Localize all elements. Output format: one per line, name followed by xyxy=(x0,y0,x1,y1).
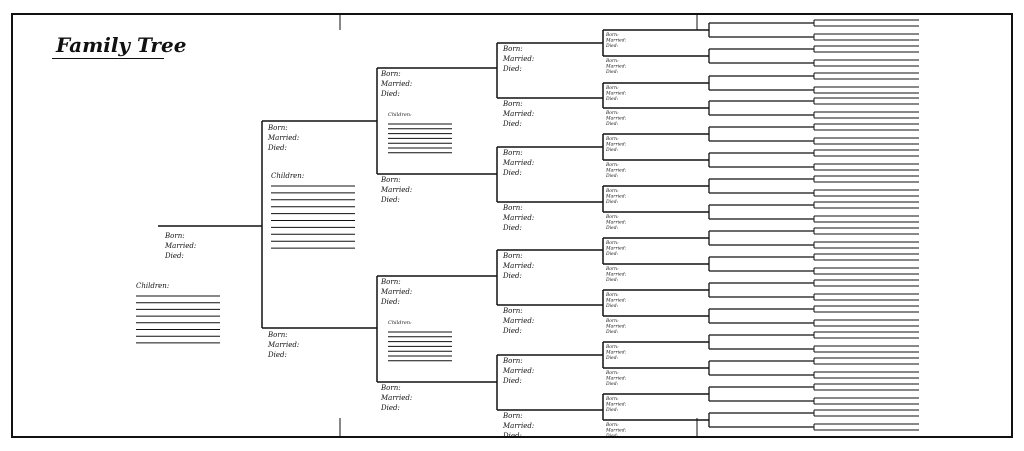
married-label: Married: xyxy=(268,134,300,142)
died-label: Died: xyxy=(268,351,287,359)
married-label: Married: xyxy=(381,186,413,194)
died-label: Died: xyxy=(606,304,619,309)
married-label: Married: xyxy=(606,272,627,278)
born-label: Born: xyxy=(503,45,523,53)
born-label: Born: xyxy=(503,252,523,260)
born-label: Born: xyxy=(381,278,401,286)
died-label: Died: xyxy=(381,196,400,204)
married-label: Married: xyxy=(503,214,535,222)
married-label: Married: xyxy=(606,298,627,304)
died-label: Died: xyxy=(606,174,619,179)
children-label: Children: xyxy=(388,320,412,326)
married-label: Married: xyxy=(381,80,413,88)
married-label: Married: xyxy=(606,428,627,434)
died-label: Died: xyxy=(381,90,400,98)
died-label: Died: xyxy=(606,97,619,102)
died-label: Died: xyxy=(606,356,619,361)
died-label: Died: xyxy=(503,432,522,440)
born-label: Born: xyxy=(606,319,619,324)
born-label: Born: xyxy=(503,307,523,315)
married-label: Married: xyxy=(503,55,535,63)
born-label: Born: xyxy=(503,149,523,157)
born-label: Born: xyxy=(503,357,523,365)
born-label: Born: xyxy=(606,111,619,116)
married-label: Married: xyxy=(606,194,627,200)
born-label: Born: xyxy=(503,204,523,212)
married-label: Married: xyxy=(503,262,535,270)
died-label: Died: xyxy=(381,404,400,412)
died-label: Died: xyxy=(606,252,619,257)
died-label: Died: xyxy=(268,144,287,152)
died-label: Died: xyxy=(503,327,522,335)
died-label: Died: xyxy=(606,408,619,413)
married-label: Married: xyxy=(606,246,627,252)
born-label: Born: xyxy=(606,241,619,246)
born-label: Born: xyxy=(606,33,619,38)
born-label: Born: xyxy=(606,86,619,91)
married-label: Married: xyxy=(503,110,535,118)
born-label: Born: xyxy=(606,267,619,272)
married-label: Married: xyxy=(606,220,627,226)
born-label: Born: xyxy=(503,412,523,420)
died-label: Died: xyxy=(503,224,522,232)
children-label: Children: xyxy=(271,172,305,180)
born-label: Born: xyxy=(268,331,288,339)
died-label: Died: xyxy=(381,298,400,306)
children-label: Children: xyxy=(136,282,170,290)
married-label: Married: xyxy=(606,402,627,408)
born-label: Born: xyxy=(503,100,523,108)
born-label: Born: xyxy=(165,232,185,240)
died-label: Died: xyxy=(606,44,619,49)
born-label: Born: xyxy=(606,189,619,194)
born-label: Born: xyxy=(606,163,619,168)
died-label: Died: xyxy=(606,278,619,283)
died-label: Died: xyxy=(165,252,184,260)
born-label: Born: xyxy=(606,137,619,142)
born-label: Born: xyxy=(606,215,619,220)
married-label: Married: xyxy=(381,394,413,402)
born-label: Born: xyxy=(606,293,619,298)
married-label: Married: xyxy=(606,116,627,122)
married-label: Married: xyxy=(606,142,627,148)
born-label: Born: xyxy=(268,124,288,132)
born-label: Born: xyxy=(606,345,619,350)
died-label: Died: xyxy=(606,382,619,387)
married-label: Married: xyxy=(381,288,413,296)
married-label: Married: xyxy=(606,324,627,330)
died-label: Died: xyxy=(606,148,619,153)
married-label: Married: xyxy=(606,350,627,356)
died-label: Died: xyxy=(503,65,522,73)
died-label: Died: xyxy=(503,169,522,177)
married-label: Married: xyxy=(606,91,627,97)
born-label: Born: xyxy=(381,384,401,392)
died-label: Died: xyxy=(503,377,522,385)
married-label: Married: xyxy=(503,317,535,325)
died-label: Died: xyxy=(606,200,619,205)
died-label: Died: xyxy=(606,330,619,335)
married-label: Married: xyxy=(503,422,535,430)
born-label: Born: xyxy=(606,371,619,376)
died-label: Died: xyxy=(606,122,619,127)
died-label: Died: xyxy=(503,272,522,280)
married-label: Married: xyxy=(165,242,197,250)
born-label: Born: xyxy=(606,423,619,428)
died-label: Died: xyxy=(606,226,619,231)
born-label: Born: xyxy=(381,70,401,78)
married-label: Married: xyxy=(606,168,627,174)
born-label: Born: xyxy=(606,59,619,64)
died-label: Died: xyxy=(606,434,619,439)
died-label: Died: xyxy=(503,120,522,128)
married-label: Married: xyxy=(606,64,627,70)
married-label: Married: xyxy=(503,367,535,375)
born-label: Born: xyxy=(381,176,401,184)
married-label: Married: xyxy=(606,376,627,382)
died-label: Died: xyxy=(606,70,619,75)
married-label: Married: xyxy=(606,38,627,44)
children-label: Children: xyxy=(388,112,412,118)
born-label: Born: xyxy=(606,397,619,402)
married-label: Married: xyxy=(268,341,300,349)
married-label: Married: xyxy=(503,159,535,167)
page-title: Family Tree xyxy=(56,33,187,57)
